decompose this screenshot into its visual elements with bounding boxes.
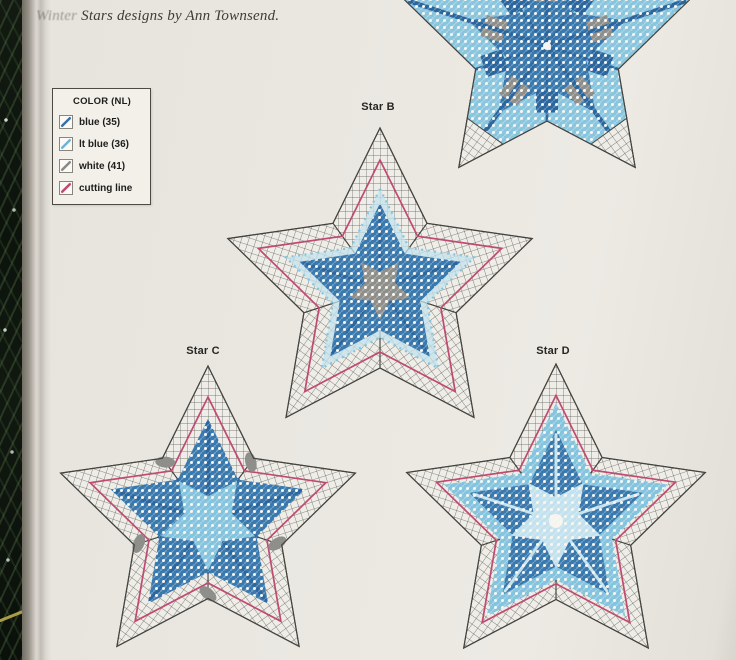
legend-item-lt-blue [59,137,145,151]
legend-item-white [59,159,145,173]
star-d-chart [387,352,725,660]
lt-blue-swatch-icon [59,137,73,151]
star-c-svg [41,354,375,660]
color-key-title: COLOR (NL) [73,96,131,107]
color-key [52,88,151,205]
cutting-line-swatch-icon [59,181,73,195]
star-c-chart [41,354,375,660]
legend-item-cutting-line [59,181,145,195]
foliage-edge-photo [0,0,22,660]
star-d-svg [387,352,725,660]
legend-item-label: white (41) [79,160,126,172]
blue-swatch-icon [59,115,73,129]
white-swatch-icon [59,159,73,173]
page-title-word-winter: Winter [36,8,78,24]
legend-item-blue [59,115,145,129]
legend-item-label: lt blue (36) [79,138,130,150]
star-d-label: Star D [536,345,570,357]
page-title [36,8,279,25]
star-b-label: Star B [361,101,395,113]
star-c-label: Star C [186,345,220,357]
legend-item-label: blue (35) [79,116,121,128]
page-title-rest: Stars designs by Ann Townsend. [77,8,280,24]
legend-item-label: cutting line [79,182,133,194]
color-key-rows [59,115,145,195]
